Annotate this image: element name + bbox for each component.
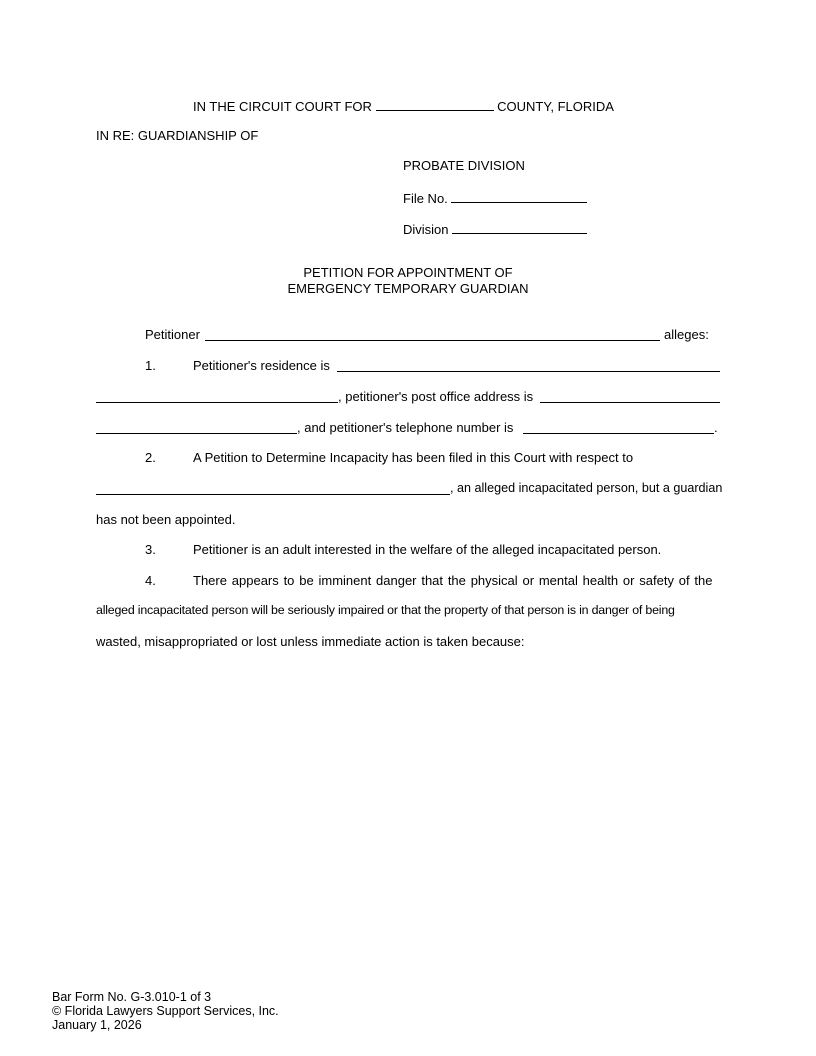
county-blank[interactable]: [376, 97, 494, 111]
p1-post-text: , petitioner's post office address is: [338, 389, 534, 404]
file-no-row: [403, 189, 587, 206]
telephone-blank[interactable]: [523, 433, 714, 434]
alleges-label: alleges:: [664, 327, 709, 342]
p4-number: 4.: [145, 573, 156, 588]
p4-line-3: wasted, misappropriated or lost unless immediate action is taken because:: [96, 634, 525, 649]
footer-copyright: © Florida Lawyers Support Services, Inc.: [52, 1004, 279, 1018]
p1-text: Petitioner's residence is: [193, 358, 330, 373]
post-office-blank-1[interactable]: [540, 402, 720, 403]
p2-continuation: , an alleged incapacitated person, but a guardian: [450, 481, 723, 495]
title-line-1: PETITION FOR APPOINTMENT OF: [303, 265, 513, 280]
p4-line-1: There appears to be imminent danger that the physical or mental health or safety of the: [193, 573, 713, 588]
footer-date: January 1, 2026: [52, 1018, 142, 1032]
post-office-blank-2[interactable]: [96, 433, 297, 434]
p2-end: has not been appointed.: [96, 512, 236, 527]
division-row: [403, 220, 587, 237]
p4-line-2: alleged incapacitated person will be seriously impaired or that the property of that person is in danger of being: [96, 603, 675, 617]
p3-number: 3.: [145, 542, 156, 557]
in-re-line: IN RE: GUARDIANSHIP OF: [96, 128, 259, 143]
p3-text: Petitioner is an adult interested in the welfare of the alleged incapacitated person.: [193, 542, 662, 557]
probate-division: PROBATE DIVISION: [403, 158, 525, 173]
residence-blank-2[interactable]: [96, 402, 338, 403]
p1-end: .: [714, 420, 718, 435]
division-blank[interactable]: [452, 220, 587, 234]
p2-number: 2.: [145, 450, 156, 465]
court-suffix: COUNTY, FLORIDA: [497, 99, 614, 114]
court-prefix: IN THE CIRCUIT COURT FOR: [193, 99, 372, 114]
incapacitated-person-blank[interactable]: [96, 494, 450, 495]
petitioner-label: Petitioner: [145, 327, 200, 342]
footer-form-no: Bar Form No. G-3.010-1 of 3: [52, 990, 212, 1004]
p1-number: 1.: [145, 358, 156, 373]
p1-phone-text: , and petitioner's telephone number is: [297, 420, 514, 435]
petitioner-name-blank[interactable]: [205, 340, 660, 341]
court-caption: [193, 97, 614, 114]
p2-text: A Petition to Determine Incapacity has been filed in this Court with respect to: [193, 450, 634, 465]
title-line-2: EMERGENCY TEMPORARY GUARDIAN: [287, 281, 529, 296]
residence-blank-1[interactable]: [337, 371, 720, 372]
file-no-label: File No.: [403, 191, 448, 206]
file-no-blank[interactable]: [451, 189, 587, 203]
division-label: Division: [403, 222, 449, 237]
